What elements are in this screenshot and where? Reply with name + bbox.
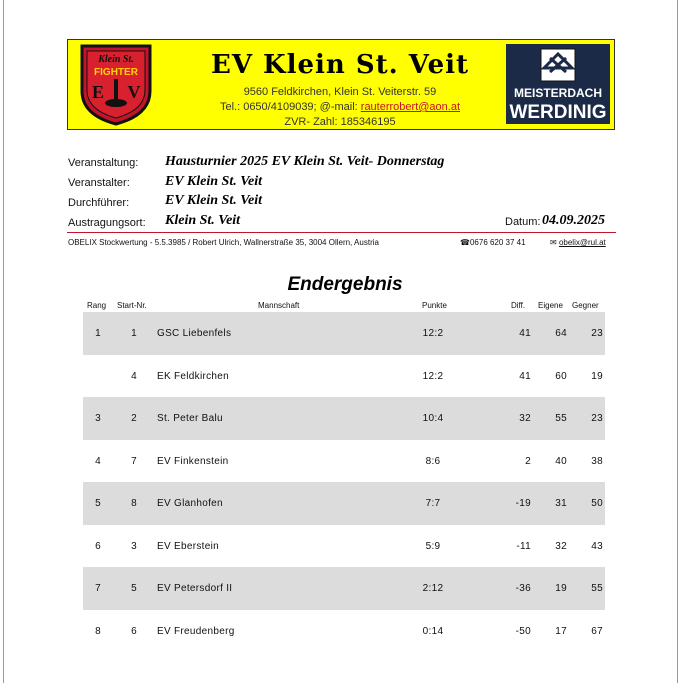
table-row: [83, 355, 605, 398]
table-row: [83, 440, 605, 483]
cell-team: EV Finkenstein: [157, 456, 229, 467]
cell-gegner: 23: [591, 328, 603, 339]
club-name: EV Klein St. Veit: [211, 50, 469, 80]
software-email-link[interactable]: obelix@rul.at: [558, 238, 606, 247]
logo-text-1: Klein St.: [98, 54, 134, 65]
cell-start: 6: [131, 626, 137, 637]
cell-diff: 2: [525, 456, 531, 467]
cell-gegner: 23: [591, 413, 603, 424]
cell-diff: 41: [519, 328, 531, 339]
header-divider: [67, 232, 616, 233]
cell-eigene: 55: [555, 413, 567, 424]
club-logo: [78, 43, 154, 126]
software-phone: ☎0676 620 37 41: [460, 238, 526, 247]
cell-rang: 3: [95, 413, 101, 424]
durchfuehrer-value: EV Klein St. Veit: [165, 193, 262, 208]
cell-diff: 41: [519, 371, 531, 382]
durchfuehrer-label: Durchführer:: [68, 197, 130, 209]
cell-start: 7: [131, 456, 137, 467]
cell-gegner: 50: [591, 498, 603, 509]
software-info: OBELIX Stockwertung - 5.5.3985 / Robert Ulrich, Wallnerstraße 35, 3004 Ollern, Austria: [68, 238, 379, 247]
cell-team: GSC Liebenfels: [157, 328, 232, 339]
cell-diff: -36: [515, 583, 531, 594]
cell-rang: 1: [95, 328, 101, 339]
table-row: [83, 312, 605, 355]
zvr-number: ZVR- Zahl: 185346195: [284, 116, 396, 128]
col-gegner: Gegner: [572, 301, 599, 310]
cell-start: 2: [131, 413, 137, 424]
table-row: [83, 482, 605, 525]
cell-punkte: 7:7: [425, 498, 441, 509]
cell-punkte: 12:2: [422, 371, 444, 382]
cell-start: 5: [131, 583, 137, 594]
cell-start: 1: [131, 328, 137, 339]
datum-value: 04.09.2025: [542, 213, 605, 228]
mail-icon: ✉: [550, 238, 557, 247]
cell-gegner: 67: [591, 626, 603, 637]
cell-punkte: 5:9: [425, 541, 441, 552]
col-punkte: Punkte: [422, 301, 447, 310]
veranstaltung-label: Veranstaltung:: [68, 157, 139, 169]
cell-gegner: 19: [591, 371, 603, 382]
cell-start: 8: [131, 498, 137, 509]
veranstaltung-value: Hausturnier 2025 EV Klein St. Veit- Donnerstag: [165, 154, 445, 169]
cell-team: EV Glanhofen: [157, 498, 223, 509]
table-row: [83, 397, 605, 440]
club-address: 9560 Feldkirchen, Klein St. Veiterstr. 59: [243, 86, 437, 98]
cell-eigene: 17: [555, 626, 567, 637]
cell-punkte: 8:6: [425, 456, 441, 467]
cell-team: EV Freudenberg: [157, 626, 235, 637]
cell-team: EK Feldkirchen: [157, 371, 230, 382]
results-title: Endergebnis: [287, 274, 403, 295]
cell-start: 3: [131, 541, 137, 552]
cell-eigene: 31: [555, 498, 567, 509]
cell-eigene: 32: [555, 541, 567, 552]
col-eigene: Eigene: [538, 301, 563, 310]
cell-eigene: 19: [555, 583, 567, 594]
col-rang: Rang: [87, 301, 107, 310]
cell-punkte: 2:12: [422, 583, 444, 594]
cell-eigene: 64: [555, 328, 567, 339]
cell-gegner: 43: [591, 541, 603, 552]
contact-prefix: Tel.: 0650/4109039; @-mail:: [219, 101, 361, 113]
veranstalter-label: Veranstalter:: [68, 177, 130, 189]
cell-team: EV Petersdorf II: [157, 583, 233, 594]
veranstalter-value: EV Klein St. Veit: [165, 174, 262, 189]
austragungsort-value: Klein St. Veit: [165, 213, 241, 228]
logo-text-2: FIGHTER: [94, 67, 138, 78]
table-row: [83, 525, 605, 568]
cell-punkte: 0:14: [422, 626, 444, 637]
sponsor-logo: [506, 44, 610, 124]
page-border-right: [677, 0, 678, 683]
sponsor-text-2: WERDINIG: [509, 102, 607, 123]
cell-gegner: 55: [591, 583, 603, 594]
cell-diff: 32: [519, 413, 531, 424]
cell-gegner: 38: [591, 456, 603, 467]
cell-team: St. Peter Balu: [157, 413, 223, 424]
col-team: Mannschaft: [258, 301, 300, 310]
datum-label: Datum:: [505, 216, 541, 228]
cell-rang: 6: [95, 541, 101, 552]
club-contact: [160, 101, 520, 113]
software-email: [550, 238, 606, 247]
table-row: [83, 567, 605, 610]
col-start: Start-Nr.: [117, 301, 147, 310]
contact-email-link[interactable]: rauterrobert@aon.at: [360, 101, 461, 113]
cell-punkte: 12:2: [422, 328, 444, 339]
cell-punkte: 10:4: [422, 413, 444, 424]
cell-team: EV Eberstein: [157, 541, 219, 552]
page-border-left: [3, 0, 4, 683]
cell-eigene: 40: [555, 456, 567, 467]
col-diff: Diff.: [511, 301, 526, 310]
cell-eigene: 60: [555, 371, 567, 382]
cell-diff: -11: [516, 541, 531, 552]
cell-diff: -50: [515, 626, 531, 637]
cell-rang: 5: [95, 498, 101, 509]
cell-rang: 4: [95, 456, 101, 467]
cell-rang: 8: [95, 626, 101, 637]
logo-text-4: V: [127, 82, 141, 102]
austragungsort-label: Austragungsort:: [68, 217, 146, 229]
cell-rang: 7: [95, 583, 101, 594]
table-row: [83, 610, 605, 653]
cell-diff: -19: [515, 498, 531, 509]
sponsor-text-1: MEISTERDACH: [513, 86, 603, 100]
logo-text-3: E: [91, 82, 105, 102]
cell-start: 4: [131, 371, 137, 382]
